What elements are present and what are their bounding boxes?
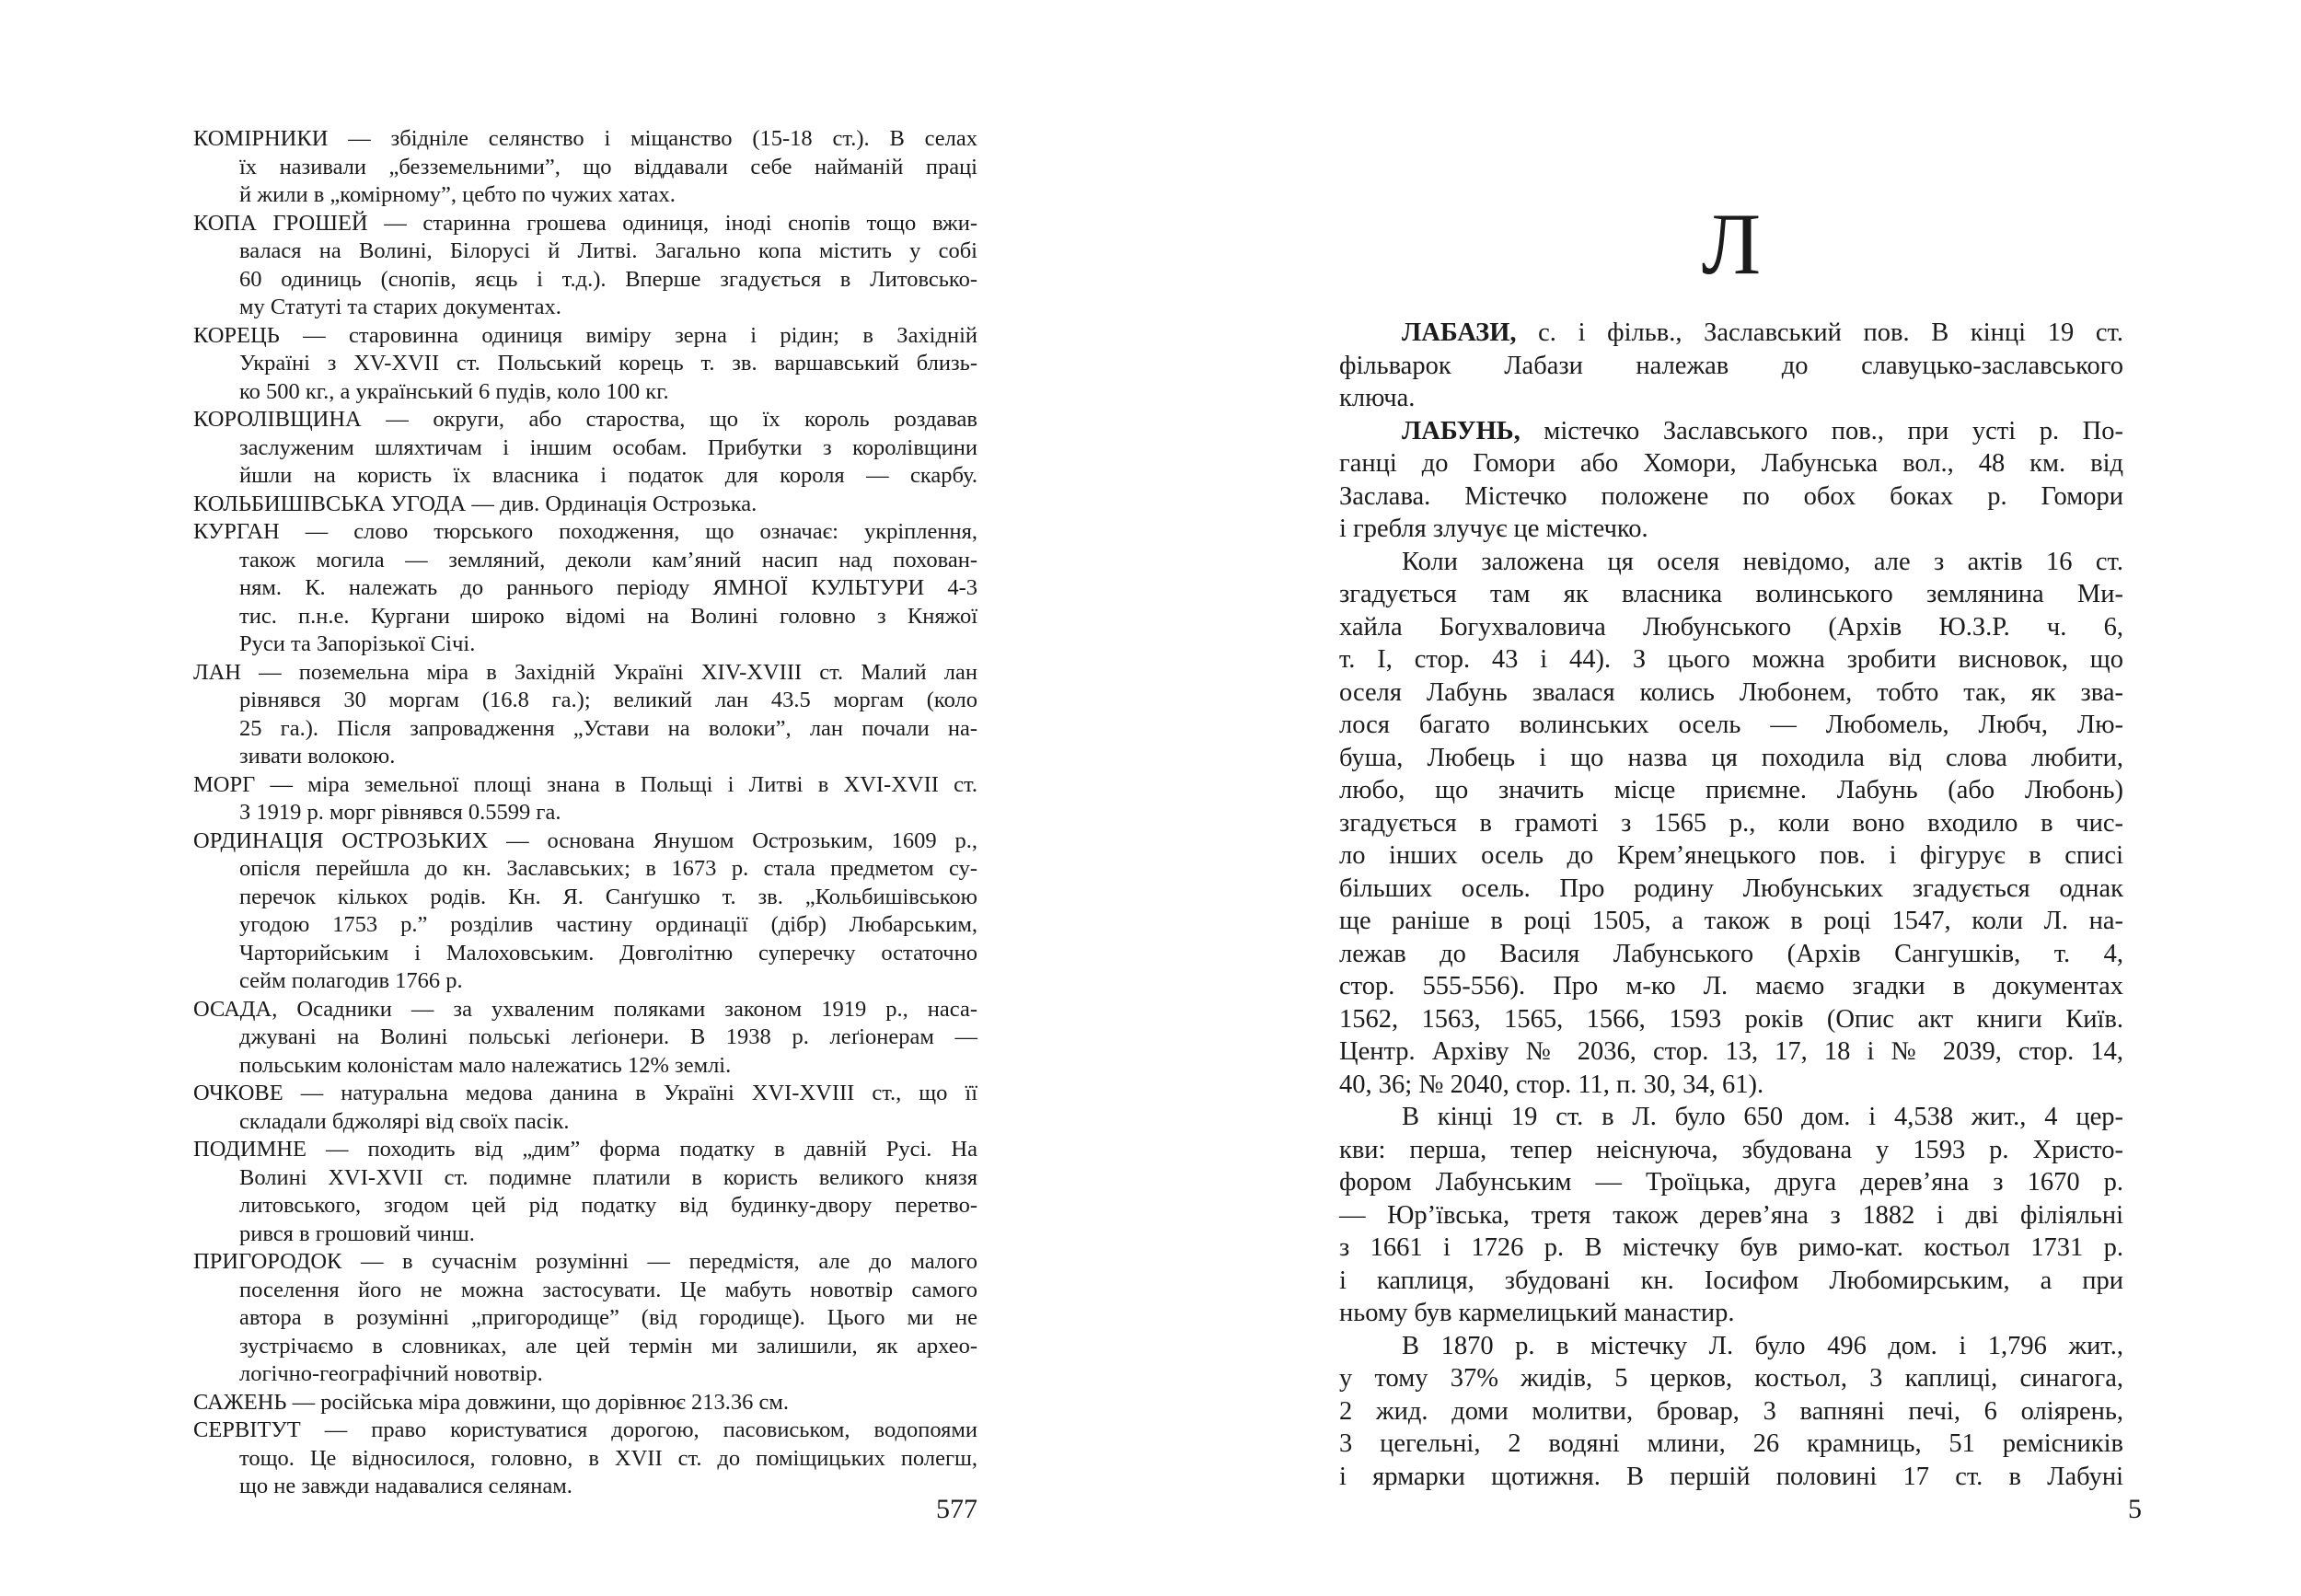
- text-line: МОРГ — міра земельної площі знана в Польщі і Литві в XVI-XVII ст.: [193, 771, 977, 797]
- text-line: кви: перша, тепер неіснуюча, збудована у 1593 р. Христо-: [1339, 1135, 2123, 1164]
- text-line: ганці до Гомори або Хомори, Лабунська вол., 48 км. від: [1339, 449, 2123, 478]
- text-line: також могила — земляний, деколи кам’яний насип над похован-: [239, 547, 977, 572]
- text-line: ЛАБАЗИ, с. і фільв., Заславський пов. В кінці 19 ст.: [1402, 318, 2123, 347]
- text-line: згадується в грамоті з 1565 р., коли воно входило в чис-: [1339, 808, 2123, 838]
- text-line: рився в грошовий чинш.: [239, 1220, 475, 1246]
- text-line: валася на Волині, Білорусі й Литві. Загально копа містить у собі: [239, 238, 977, 263]
- entry-term: ЛАБАЗИ,: [1402, 318, 1517, 347]
- text-line: буша, Любець і що назва ця походила від слова любити,: [1339, 743, 2123, 772]
- text-line: литовського, згодом цей рід податку від будинку-двору перетво-: [239, 1193, 977, 1218]
- text-line: зустрічаємо в словниках, але цей термін ми залишили, як архео-: [239, 1333, 977, 1359]
- text-line: що не завжди надавалися селянам.: [239, 1474, 572, 1498]
- left-page-number: 577: [936, 1494, 977, 1524]
- text-line: джувані на Волині польські леґіонери. В 1938 р. леґіонерам —: [239, 1024, 977, 1049]
- text-line: стор. 555-556). Про м-ко Л. маємо згадки в документах: [1339, 972, 2123, 1000]
- text-line: Україні з XV-XVII ст. Польський корець т. зв. варшавський близь-: [239, 351, 977, 376]
- text-line: ко 500 кг., а український 6 пудів, коло 100 кг.: [239, 378, 669, 404]
- text-line: у тому 37% жидів, 5 церков, костьол, 3 каплиці, синагога,: [1339, 1364, 2123, 1393]
- text-line: і гребля злучує це містечко.: [1339, 515, 1648, 543]
- text-line: фільварок Лабази належав до славуцько-заславського: [1339, 351, 2123, 380]
- text-line: Руси та Запорізької Січі.: [239, 631, 476, 656]
- text-line: хайла Богухваловича Любунського (Архів Ю.З.Р. ч. 6,: [1339, 612, 2123, 642]
- text-line: польським колоністам мало належатись 12% землі.: [239, 1052, 732, 1078]
- entry-term: ЛАБУНЬ,: [1402, 416, 1521, 445]
- text-line: їх називали „безземельними”, що віддавали себе найманій праці: [239, 154, 977, 179]
- text-line: ключа.: [1339, 384, 1416, 412]
- text-line: перечок кількох родів. Кн. Я. Санґушко т. зв. „Кольбишівською: [239, 884, 977, 909]
- text-line: ОСАДА, Осадники — за ухваленим поляками законом 1919 р., наса-: [193, 996, 977, 1022]
- text-line: Волині XVI-XVII ст. подимне платили в користь великого князя: [239, 1164, 977, 1190]
- text-line: опісля перейшла до кн. Заславських; в 1673 р. стала предметом су-: [239, 856, 977, 881]
- section-letter-heading: Л: [1701, 195, 1762, 293]
- text-line: ЛАН — поземельна міра в Західній Україні XIV-XVIII ст. Малий лан: [193, 659, 977, 685]
- text-line: поселення його не можна застосувати. Це мабуть новотвір самого: [239, 1277, 977, 1302]
- text-line: більших осель. Про родину Любунських згадується однак: [1339, 873, 2123, 903]
- text-line: ПОДИМНЕ — походить від „дим” форма податку в давній Русі. На: [193, 1137, 977, 1162]
- text-line: КОРОЛІВЩИНА — округи, або староства, що їх король роздавав: [193, 407, 977, 432]
- text-line: 25 га.). Після запровадження „Устави на волоки”, лан почали на-: [239, 715, 977, 741]
- text-line: ОЧКОВЕ — натуральна медова данина в Україні XVI-XVIII ст., що її: [193, 1081, 977, 1105]
- text-line: автора в розумінні „пригородище” (від городище). Цього ми не: [239, 1305, 977, 1330]
- text-line: тис. п.н.е. Кургани широко відомі на Волині головно з Княжої: [239, 603, 977, 629]
- text-line: т. І, стор. 43 і 44). З цього можна зробити висновок, що: [1339, 645, 2123, 674]
- text-line: складали бджолярі від своїх пасік.: [239, 1108, 570, 1134]
- text-line: КУРГАН — слово тюрського походження, що означає: укріплення,: [193, 519, 977, 544]
- text-line: 60 одиниць (снопів, яєць і т.д.). Вперше згадується в Литовсько-: [239, 266, 977, 292]
- text-line: ПРИГОРОДОК — в сучаснім розумінні — передмістя, але до малого: [193, 1249, 977, 1274]
- text-line: Центр. Архіву № 2036, стор. 13, 17, 18 і № 2039, стор. 14,: [1339, 1037, 2123, 1066]
- text-line: з 1661 і 1726 р. В містечку був римо-кат. костьол 1731 р.: [1339, 1233, 2123, 1262]
- text-line: ЛАБУНЬ, містечко Заславського пов., при усті р. По-: [1402, 416, 2123, 445]
- text-line: зивати волокою.: [239, 744, 396, 769]
- text-line: й жили в „комірному”, цебто по чужих хатах.: [239, 182, 676, 207]
- text-line: ОРДИНАЦІЯ ОСТРОЗЬКИХ — основана Янушом Острозьким, 1609 р.,: [193, 827, 977, 853]
- text-line: і ярмарки щотижня. В першій половині 17 ст. в Лабуні: [1339, 1462, 2123, 1491]
- text-line: лося багато волинських осель — Любомель, Любч, Лю-: [1339, 711, 2123, 739]
- text-line: лежав до Василя Лабунського (Архів Сангушків, т. 4,: [1339, 939, 2123, 968]
- text-line: З 1919 р. морг рівнявся 0.5599 га.: [239, 800, 561, 825]
- text-line: 2 жид. доми молитви, бровар, 3 вапняні печі, 6 оліярень,: [1339, 1396, 2123, 1426]
- text-line: угодою 1753 р.” розділив частину ординації (дібр) Любарським,: [239, 912, 977, 937]
- text-line: КОПА ГРОШЕЙ — старинна грошева одиниця, іноді снопів тощо вжи-: [193, 210, 977, 236]
- text-line: ням. К. належать до раннього періоду ЯМНОЇ КУЛЬТУРИ 4-3: [239, 575, 977, 600]
- text-line: СЕРВІТУТ — право користуватися дорогою, пасовиськом, водопоями: [193, 1417, 977, 1442]
- text-line: тощо. Це відносилося, головно, в XVII ст. до поміщицьких полегш,: [239, 1445, 977, 1471]
- left-page-text-block: [193, 125, 977, 1501]
- text-line: ще раніше в році 1505, а також в році 1547, коли Л. на-: [1339, 907, 2123, 935]
- text-line: Чарторийським і Малоховським. Довголітню суперечку остаточно: [239, 940, 977, 966]
- text-line: ньому був кармелицький манастир.: [1339, 1299, 1735, 1327]
- text-line: фором Лабунським — Троїцька, друга дерев’яна з 1670 р.: [1339, 1168, 2123, 1197]
- text-line: му Статуті та старих документах.: [239, 295, 561, 319]
- text-line: 1562, 1563, 1565, 1566, 1593 років (Опис акт книги Київ.: [1339, 1004, 2123, 1034]
- text-line: 40, 36; № 2040, стор. 11, п. 30, 34, 61).: [1339, 1070, 1764, 1099]
- text-line: рівнявся 30 моргам (16.8 га.); великий лан 43.5 моргам (коло: [239, 688, 977, 712]
- text-line: Заслава. Містечко положене по обох боках р. Гомори: [1339, 481, 2123, 511]
- text-line: сейм полагодив 1766 р.: [239, 968, 463, 993]
- text-line: 3 цегельні, 2 водяні млини, 26 крамниць, 51 ремісників: [1339, 1429, 2123, 1458]
- right-page-text-block: [1339, 317, 2123, 1493]
- text-line: йшли на користь їх власника і податок для короля — скарбу.: [239, 463, 977, 488]
- text-line: ло інших осель до Крем’янецького пов. і фігурує в списі: [1339, 841, 2123, 870]
- text-line: — Юр’ївська, третя також дерев’яна з 1882 і дві філіяльні: [1339, 1200, 2123, 1230]
- text-line: оселя Лабунь звалася колись Любонем, тобто так, як зва-: [1339, 677, 2123, 707]
- text-line: згадується там як власника волинського землянина Ми-: [1339, 580, 2123, 608]
- text-line: САЖЕНЬ — російська міра довжини, що дорівнює 213.36 см.: [193, 1389, 790, 1415]
- text-line: і каплиця, збудовані кн. Іосифом Любомирським, а при: [1339, 1266, 2123, 1295]
- text-line: любо, що значить місце приємне. Лабунь (або Любонь): [1339, 776, 2123, 804]
- text-line: КОЛЬБИШІВСЬКА УГОДА — див. Ординація Острозька.: [193, 491, 757, 516]
- text-line: заслуженим шляхтичам і іншим особам. Прибутки з королівщини: [239, 434, 977, 460]
- text-line: В кінці 19 ст. в Л. було 650 дом. і 4,538 жит., 4 цер-: [1402, 1103, 2123, 1131]
- text-line: КОМІРНИКИ — збідніле селянство і міщанство (15-18 ст.). В селах: [193, 126, 977, 151]
- text-line: логічно-географічний новотвір.: [239, 1361, 543, 1386]
- right-page-number: 5: [2128, 1494, 2142, 1524]
- text-line: КОРЕЦЬ — старовинна одиниця виміру зерна і рідин; в Західній: [193, 322, 977, 348]
- text-line: В 1870 р. в містечку Л. було 496 дом. і 1,796 жит.,: [1402, 1331, 2123, 1360]
- text-line: Коли заложена ця оселя невідомо, але з актів 16 ст.: [1402, 547, 2123, 576]
